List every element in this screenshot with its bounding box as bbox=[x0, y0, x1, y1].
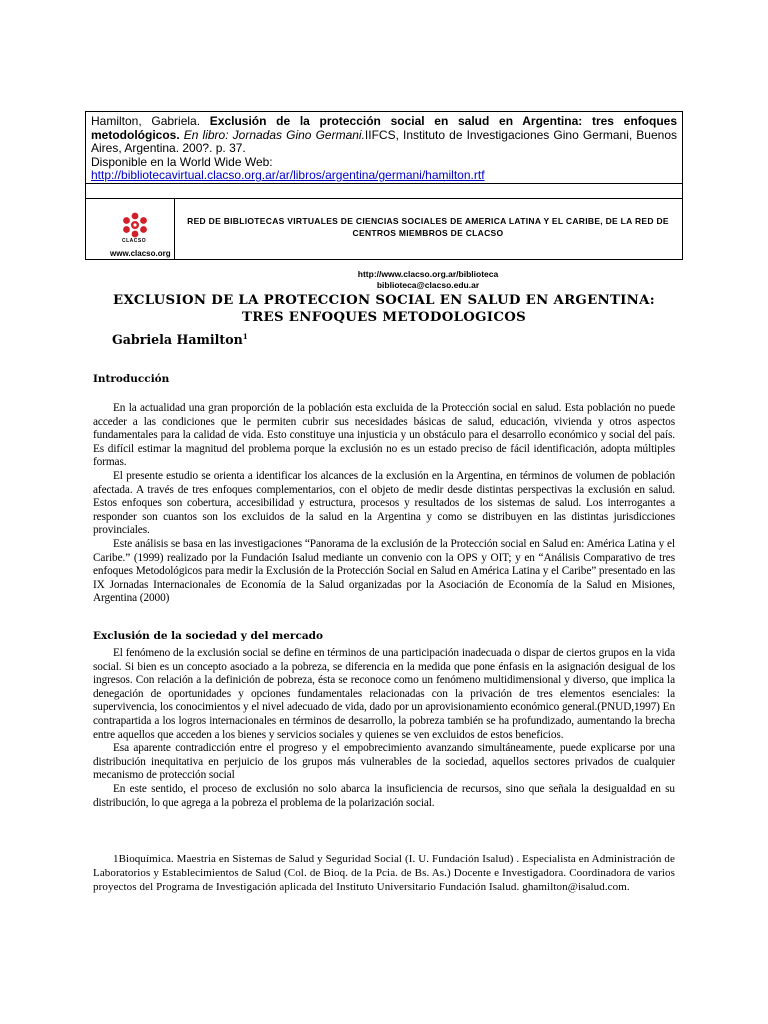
citation-author: Hamilton, Gabriela. bbox=[91, 114, 201, 128]
citation-url-link[interactable]: http://bibliotecavirtual.clacso.org.ar/ar/libros/argentina/germani/hamilton.rtf bbox=[91, 168, 485, 182]
paragraph: Este análisis se basa en las investigaciones “Panorama de la exclusión de la Protección social en Salud en: América Latina y el Caribe.” (1999) realizado por la Fundación Isalud mediante un convenio con la OPS y OIT; y en “Análisis Comparativo de tres enfoques Metodológicos para medir la Exclusión de la Protección Social en Salud en América Latina y el Caribe” presentado en las IX Jornadas Internacionales de Economía de la Salud organizadas por la Asociación de Economía de la Salud en Misiones, Argentina (2000) bbox=[93, 537, 675, 605]
citation-publisher: IIFCS, Instituto de Investigaciones Gino Germani, Buenos Aires, Argentina. 200?. p. 37. bbox=[91, 127, 677, 155]
paragraph: En este sentido, el proceso de exclusión no solo abarca la insuficiencia de recursos, sino que señala la desigualdad en su distribución, lo que agrega a la pobreza el problema de la polarización social. bbox=[93, 782, 675, 809]
section-heading-exclusion: Exclusión de la sociedad y del mercado bbox=[93, 630, 324, 642]
author-name: Gabriela Hamilton bbox=[112, 332, 243, 348]
clacso-logo-cell bbox=[86, 199, 175, 259]
clacso-row bbox=[86, 199, 682, 290]
clacso-logo-text: CLACSO bbox=[122, 238, 147, 244]
clacso-logo-icon bbox=[120, 212, 150, 238]
section-exclusion-body bbox=[93, 647, 675, 810]
section-introduccion-body bbox=[93, 402, 675, 606]
author-footnote-marker: 1 bbox=[242, 332, 248, 341]
citation-block bbox=[86, 112, 682, 184]
citation-spacer-row bbox=[86, 184, 682, 199]
paper-title bbox=[85, 292, 683, 326]
citation-available: Disponible en la World Wide Web: bbox=[91, 154, 273, 169]
citation-book: En libro: Jornadas Gino Germani. bbox=[183, 127, 365, 142]
citation-table bbox=[85, 111, 683, 290]
clacso-logo-url: www.clacso.org bbox=[110, 249, 171, 258]
paper-title-line2: TRES ENFOQUES METODOLOGICOS bbox=[242, 310, 526, 325]
paragraph: El fenómeno de la exclusión social se define en términos de una participación inadecuada o dispar de ciertos grupos en la vida social. Si bien es un concepto asociado a la pobreza, se diferencia en la medida que pone énfasis en la asignación desigual de los ingresos. Con relación a la definición de pobreza, ésta se reconoce como un fenómeno multidimensional y diverso, que implica la denegación de oportunidades y opciones fundamentales relacionadas con la privación de tres elementos esenciales: la supervivencia, los conocimientos y el nivel adecuado de vida, dado por un aprovisionamiento económico general.(PNUD,1997) En contrapartida a los logros internacionales en términos de desarrollo, la pobreza también se ha profundizado, aumentando la brecha entre aquellos que acceden a los bienes y servicios sociales y quienes se ven excluidos de estos beneficios. bbox=[93, 647, 675, 741]
network-cell bbox=[174, 199, 682, 290]
footnote bbox=[93, 853, 675, 894]
paragraph: El presente estudio se orienta a identificar los alcances de la exclusión en la Argentina, en términos de volumen de población afectada. A través de tres enfoques complementarios, con el objeto de medir desde distintas perspectivas la exclusión en salud. Estos enfoques son cobertura, accesibilidad y estructura, procesos y resultados de los sistemas de salud. Los interrogantes a responder son cuantos son los excluidos de la salud en la Argentina y como se distribuyen en las distintas jurisdicciones provinciales. bbox=[93, 469, 675, 537]
citation-title: Exclusión de la protección social en salud en Argentina: tres enfoques metodológicos. bbox=[91, 114, 678, 142]
paper-title-line1: EXCLUSION DE LA PROTECCION SOCIAL EN SALUD EN ARGENTINA: bbox=[113, 293, 655, 308]
paragraph: En la actualidad una gran proporción de la población esta excluida de la Protección social en salud. Esta población no puede acceder a las condiciones que le permiten cubrir sus necesidades básicas de salud, educación, vivienda y otros aspectos fundamentales para la calidad de vida. Esto constituye una injusticia y un obstáculo para el desarrollo económico y social del país. Es difícil estimar la magnitud del problema porque la exclusión no es un estado preciso de fácil identificación, adopta múltiples formas. bbox=[93, 402, 675, 469]
biblioteca-url: http://www.clacso.org.ar/biblioteca bbox=[357, 269, 499, 279]
section-heading-introduccion: Introducción bbox=[93, 373, 170, 385]
paper-author bbox=[112, 332, 248, 347]
biblioteca-email: biblioteca@clacso.edu.ar bbox=[376, 280, 480, 290]
network-description: RED DE BIBLIOTECAS VIRTUALES DE CIENCIAS SOCIALES DE AMERICA LATINA Y EL CARIBE, DE LA RED DE CENTROS MIEMBROS DE CLACSO bbox=[187, 216, 669, 238]
footnote-text: 1Bioquímica. Maestria en Sistemas de Salud y Seguridad Social (I. U. Fundación Isalud) . Especialista en Administración de Laboratorios y Establecimientos de Salud (Col. de Bioq. de la Pcia. de Bs. As.) Docente e Investigadora. Coordinadora de varios proyectos del Programa de Investigación aplicada del Instituto Universitario Fundación Isalud. ghamilton@isalud.com. bbox=[93, 853, 675, 893]
paragraph: Esa aparente contradicción entre el progreso y el empobrecimiento avanzando simultáneamente, puede explicarse por una distribución inequitativa en perjuicio de los grupos más vulnerables de la sociedad, aquellos sectores privados de cualquier mecanismo de protección social bbox=[93, 742, 675, 782]
